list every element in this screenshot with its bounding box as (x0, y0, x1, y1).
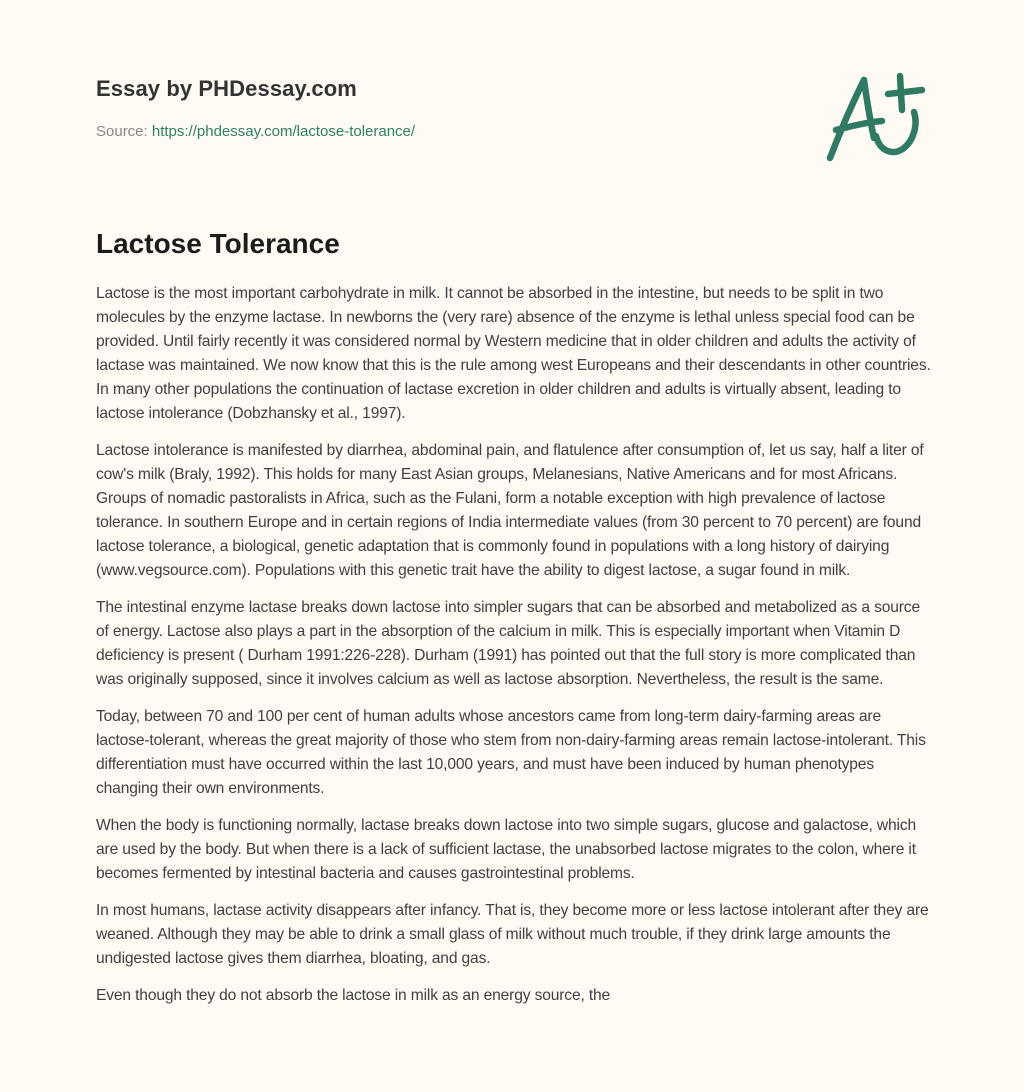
paragraph: In most humans, lactase activity disappears after infancy. That is, they become more or less lactose intolerant after they are weaned. Although they may be able to drink a small glass of milk without much trouble, if they drink large amounts the undigested lactose gives them diarrhea, bloating, and gas. (96, 902, 929, 967)
page-title: Lactose Tolerance (96, 228, 340, 259)
a-plus-grade-icon (822, 66, 930, 166)
paragraph: The intestinal enzyme lactase breaks down lactose into simpler sugars that can be absorbed and metabolized as a source of energy. Lactose also plays a part in the absorption of the calcium in milk. This is especially important when Vitamin D deficiency is present ( Durham 1991:226-228). Durham (1991) has pointed out that the full story is more complicated than was originally supposed, since it involves calcium as well as lactose absorption. Nevertheless, the result is the same. (96, 599, 920, 688)
source-label: Source: (96, 123, 152, 140)
essay-article (96, 226, 932, 1021)
site-title: Essay by PHDessay.com (96, 76, 357, 101)
page-header (96, 74, 796, 142)
source-link[interactable]: https://phdessay.com/lactose-tolerance/ (151, 123, 416, 140)
paragraph: When the body is functioning normally, lactase breaks down lactose into two simple sugars, glucose and galactose, which are used by the body. But when there is a lack of sufficient lactase, the unabsorbed lactose migrates to the colon, where it becomes fermented by intestinal bacteria and causes gastrointestinal problems. (96, 817, 917, 882)
paragraph: Lactose intolerance is manifested by diarrhea, abdominal pain, and flatulence after consumption of, let us say, half a liter of cow's milk (Braly, 1992). This holds for many East Asian groups, Melanesians, Native Americans and for most Africans. Groups of nomadic pastoralists in Africa, such as the Fulani, form a notable exception with high prevalence of lactose tolerance. In southern Europe and in certain regions of India intermediate values (from 30 percent to 70 percent) are found lactose tolerance, a biological, genetic adaptation that is commonly found in populations with a long history of dairying (www.vegsource.com). Populations with this genetic trait have the ability to digest lactose, a sugar found in milk. (96, 442, 924, 579)
source-line (96, 122, 796, 142)
paragraph: Today, between 70 and 100 per cent of human adults whose ancestors came from long-term dairy-farming areas are lactose-tolerant, whereas the great majority of those who stem from non-dairy-farming areas remain lactose-intolerant. This differentiation must have occurred within the last 10,000 years, and must have been induced by human phenotypes changing their own environments. (96, 708, 926, 797)
paragraph: Even though they do not absorb the lactose in milk as an energy source, the (96, 987, 611, 1004)
paragraph: Lactose is the most important carbohydrate in milk. It cannot be absorbed in the intestine, but needs to be split in two molecules by the enzyme lactase. In newborns the (very rare) absence of the enzyme is lethal unless special food can be provided. Until fairly recently it was considered normal by Western medicine that in older children and adults the activity of lactase was maintained. We now know that this is the rule among west Europeans and their descendants in other countries. In many other populations the continuation of lactase excretion in older children and adults is virtually absent, leading to lactose intolerance (Dobzhansky et al., 1997). (96, 285, 931, 422)
